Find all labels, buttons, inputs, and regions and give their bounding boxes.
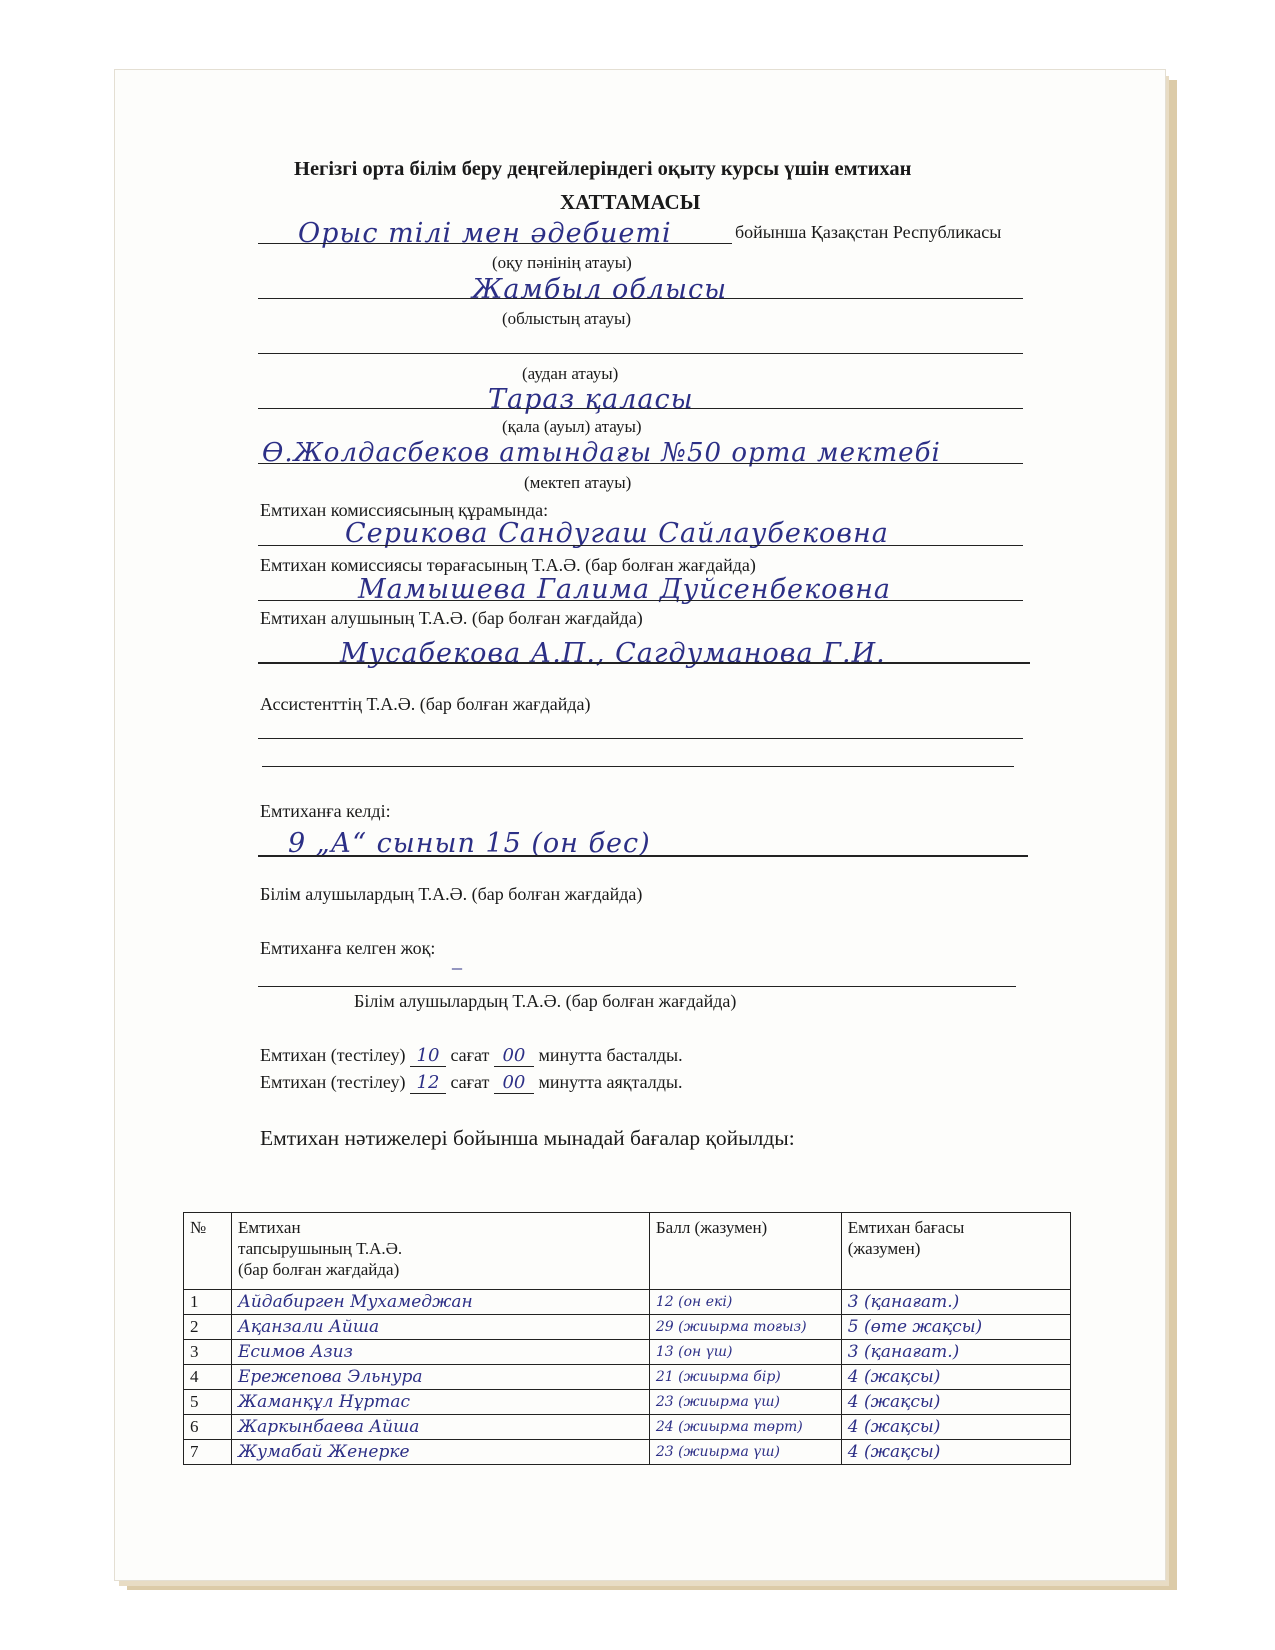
attended-value: 9 „А“ сынып 15 (он бес) bbox=[288, 828, 651, 859]
exam-end-row bbox=[260, 1072, 683, 1094]
city-caption: (қала (ауыл) атауы) bbox=[502, 417, 642, 436]
exam-start-row bbox=[260, 1045, 683, 1067]
document-title-protocol: ХАТТАМАСЫ bbox=[560, 190, 701, 214]
row-name: Ақанзали Айша bbox=[231, 1315, 649, 1340]
commission-chair-line bbox=[258, 545, 1023, 546]
school-caption: (мектеп атауы) bbox=[524, 473, 632, 492]
attended-caption: Білім алушылардың Т.А.Ә. (бар болған жағдайда) bbox=[260, 884, 643, 904]
attended-line bbox=[258, 855, 1028, 857]
commission-examiner-line bbox=[258, 600, 1023, 601]
commission-label: Емтихан комиссиясының құрамында: bbox=[260, 500, 549, 520]
exam-end-hour: 12 bbox=[410, 1073, 446, 1094]
row-num: 3 bbox=[184, 1340, 232, 1365]
row-score: 29 (жиырма тоғыз) bbox=[649, 1315, 841, 1340]
exam-start-min: 00 bbox=[494, 1046, 534, 1067]
row-num: 5 bbox=[184, 1390, 232, 1415]
table-row bbox=[184, 1290, 1071, 1315]
exam-start-prefix: Емтихан (тестілеу) bbox=[260, 1045, 406, 1065]
col-header-name bbox=[231, 1213, 649, 1290]
row-name: Жаркынбаева Айша bbox=[231, 1415, 649, 1440]
row-grade: 4 (жақсы) bbox=[841, 1415, 1070, 1440]
results-heading: Емтихан нәтижелері бойынша мынадай бағалар қойылды: bbox=[260, 1126, 795, 1150]
row-num: 4 bbox=[184, 1365, 232, 1390]
table-row bbox=[184, 1415, 1071, 1440]
district-caption: (аудан атауы) bbox=[522, 364, 619, 383]
row-name: Жумабай Женерке bbox=[231, 1440, 649, 1465]
row-score: 21 (жиырма бір) bbox=[649, 1365, 841, 1390]
assistant-label: Ассистенттің Т.А.Ә. (бар болған жағдайда) bbox=[260, 694, 591, 714]
school-value: Ө.Жолдасбеков атындағы №50 орта мектебі bbox=[262, 438, 941, 468]
subject-caption: (оқу пәнінің атауы) bbox=[492, 253, 632, 272]
row-num: 1 bbox=[184, 1290, 232, 1315]
exam-end-min: 00 bbox=[494, 1073, 534, 1094]
row-score: 13 (он үш) bbox=[649, 1340, 841, 1365]
row-grade: 3 (қанағат.) bbox=[841, 1340, 1070, 1365]
subject-line bbox=[258, 243, 732, 244]
table-row bbox=[184, 1340, 1071, 1365]
table-row bbox=[184, 1365, 1071, 1390]
col-header-num: № bbox=[184, 1213, 232, 1290]
row-grade: 3 (қанағат.) bbox=[841, 1290, 1070, 1315]
attended-label: Емтиханға келді: bbox=[260, 801, 391, 821]
row-name: Айдабирген Мухамеджан bbox=[231, 1290, 649, 1315]
exam-end-prefix: Емтихан (тестілеу) bbox=[260, 1072, 406, 1092]
exam-end-suffix: минутта аяқталды. bbox=[538, 1072, 683, 1092]
row-grade: 4 (жақсы) bbox=[841, 1365, 1070, 1390]
absent-caption: Білім алушылардың Т.А.Ә. (бар болған жағдайда) bbox=[354, 991, 737, 1011]
table-row bbox=[184, 1315, 1071, 1340]
absent-value: _ bbox=[452, 950, 462, 972]
region-value: Жамбыл облысы bbox=[472, 274, 728, 305]
col-header-grade-line2: (жазумен) bbox=[847, 1239, 921, 1258]
table-row bbox=[184, 1390, 1071, 1415]
row-num: 7 bbox=[184, 1440, 232, 1465]
col-header-name-line2: тапсырушының Т.А.Ә. bbox=[237, 1239, 403, 1258]
subject-suffix: бойынша Қазақстан Республикасы bbox=[735, 222, 1002, 242]
exam-start-hour-word: сағат bbox=[450, 1045, 490, 1065]
absent-label: Емтиханға келген жоқ: bbox=[260, 938, 436, 958]
col-header-score: Балл (жазумен) bbox=[649, 1213, 841, 1290]
results-header-row bbox=[184, 1213, 1071, 1290]
subject-value: Орыс тілі мен әдебиеті bbox=[298, 218, 672, 249]
assistant-line-1 bbox=[258, 738, 1023, 739]
commission-examiner-value: Мамышева Галима Дуйсенбековна bbox=[358, 574, 892, 605]
row-name: Жаманқұл Нұртас bbox=[231, 1390, 649, 1415]
commission-chair-value: Серикова Сандугаш Сайлаубековна bbox=[345, 518, 889, 549]
table-row bbox=[184, 1440, 1071, 1465]
district-line bbox=[258, 353, 1023, 354]
col-header-name-line3: (бар болған жағдайда) bbox=[237, 1260, 400, 1279]
row-num: 2 bbox=[184, 1315, 232, 1340]
commission-members-value: Мусабекова А.П., Сагдуманова Г.И. bbox=[340, 638, 886, 669]
commission-members-line bbox=[258, 662, 1030, 664]
col-header-grade-line1: Емтихан бағасы bbox=[847, 1218, 965, 1237]
commission-chair-label: Емтихан комиссиясы төрағасының Т.А.Ә. (бар болған жағдайда) bbox=[260, 555, 756, 575]
exam-end-hour-word: сағат bbox=[450, 1072, 490, 1092]
row-score: 23 (жиырма үш) bbox=[649, 1390, 841, 1415]
row-score: 12 (он екі) bbox=[649, 1290, 841, 1315]
row-name: Есимов Азиз bbox=[231, 1340, 649, 1365]
exam-start-suffix: минутта басталды. bbox=[538, 1045, 683, 1065]
row-grade: 4 (жақсы) bbox=[841, 1390, 1070, 1415]
row-num: 6 bbox=[184, 1415, 232, 1440]
city-value: Тараз қаласы bbox=[488, 384, 694, 415]
exam-start-hour: 10 bbox=[410, 1046, 446, 1067]
document-title: Негізгі орта білім беру деңгейлеріндегі оқыту курсы үшін емтихан bbox=[294, 158, 912, 180]
col-header-grade bbox=[841, 1213, 1070, 1290]
assistant-line-2 bbox=[262, 766, 1014, 767]
city-line bbox=[258, 408, 1023, 409]
region-caption: (облыстың атауы) bbox=[502, 309, 632, 328]
row-score: 24 (жиырма төрт) bbox=[649, 1415, 841, 1440]
school-line bbox=[258, 463, 1023, 464]
absent-line bbox=[258, 986, 1016, 987]
col-header-name-line1: Емтихан bbox=[237, 1218, 301, 1237]
results-table bbox=[183, 1212, 1071, 1465]
row-name: Ережепова Эльнура bbox=[231, 1365, 649, 1390]
region-line bbox=[258, 298, 1023, 299]
commission-examiner-label: Емтихан алушының Т.А.Ә. (бар болған жағдайда) bbox=[260, 608, 643, 628]
row-grade: 4 (жақсы) bbox=[841, 1440, 1070, 1465]
row-score: 23 (жиырма үш) bbox=[649, 1440, 841, 1465]
row-grade: 5 (өте жақсы) bbox=[841, 1315, 1070, 1340]
